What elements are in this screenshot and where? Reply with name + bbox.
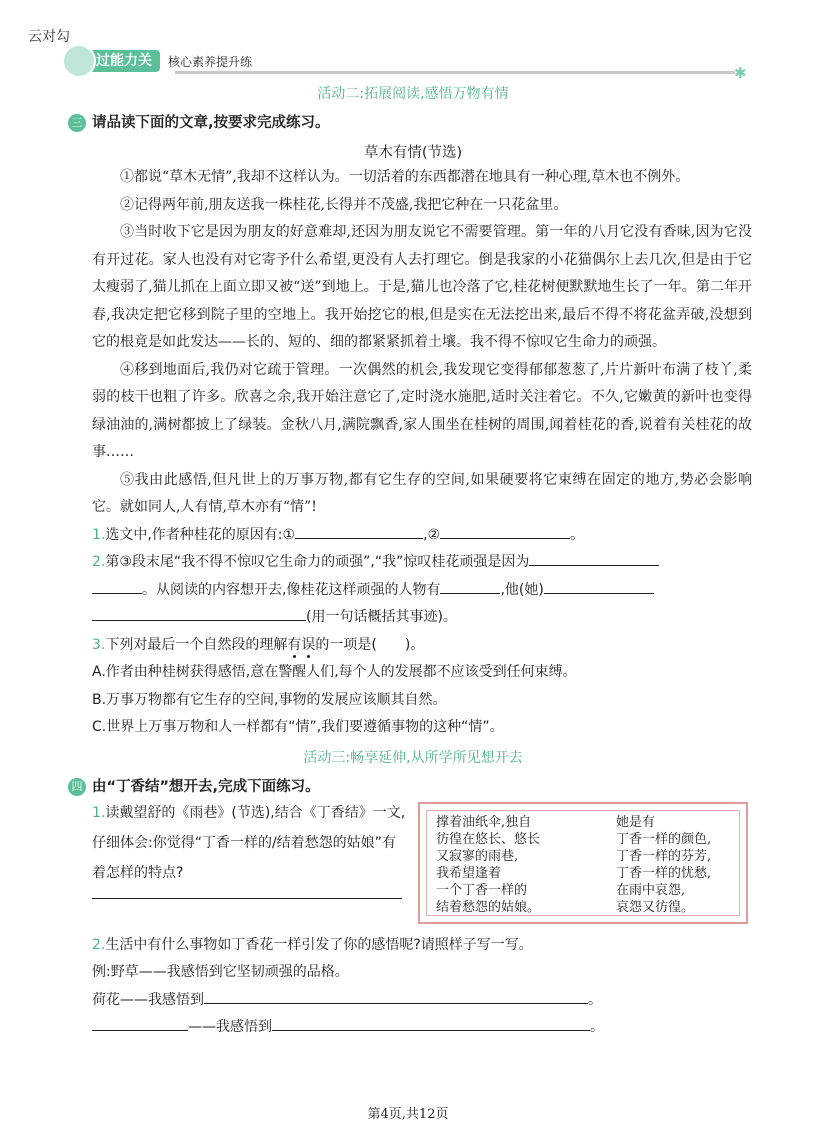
banner-rule xyxy=(175,71,735,74)
banner-badge: 过能力关 xyxy=(70,50,160,72)
question-2: 2.第③段末尾“我不得不惊叹它生命力的顽强”,“我”惊叹桂花顽强是因为 。从阅读的内容想开去,像桂花这样顽强的人物有 ,他(她) (用一句话概括其事迹)。 xyxy=(92,549,758,632)
section3-number: 三 xyxy=(68,114,86,132)
poem-frame xyxy=(418,802,748,924)
section4-instruction: 由“丁香结”想开去,完成下面练习。 xyxy=(92,778,320,795)
page-number: 第4页,共12页 xyxy=(367,1107,449,1122)
article-body xyxy=(92,164,752,522)
mascot-icon xyxy=(62,44,96,78)
answer-blank[interactable] xyxy=(440,524,570,539)
question-1: 1.选文中,作者种桂花的原因有:① ,② 。 xyxy=(92,522,758,550)
poem-column-1: 撑着油纸伞,独自 彷徨在悠长、悠长 又寂寥的雨巷, 我希望逢着 一个丁香一样的 结着愁怨的姑娘。 xyxy=(436,814,541,915)
article-paragraph: ②记得两年前,朋友送我一株桂花,长得并不茂盛,我把它种在一只花盆里。 xyxy=(120,196,568,213)
activity2-heading: 活动二:拓展阅读,感悟万物有情 xyxy=(317,86,509,102)
answer-line[interactable] xyxy=(92,898,402,899)
answer-blank[interactable] xyxy=(529,551,659,566)
activity3-heading: 活动三:畅享延伸,从所学所见想开去 xyxy=(303,749,523,766)
article-paragraph: ③当时收下它是因为朋友的好意难却,还因为朋友说它不需要管理。第一年的八月它没有香味,因为它没有开过花。家人也没有对它寄予什么希望,更没有人去打理它。倒是我家的小花猫偶尔上去几次,但是由于它太瘦弱了,猫儿抓在上面立即又被“送”到地上。于是,猫儿也冷落了它,桂花树便默默地生长了一年。第二年开春,我决定把它移到院子里的空地上。我开始挖它的根,但是实在无法挖出来,最后不得不将花盆弄破,没想到它的根竟是如此发达——长的、短的、细的都紧紧抓着土壤。我不得不惊叹它生命力的顽强。 xyxy=(92,224,752,350)
article-paragraph: ④移到地面后,我仍对它疏于管理。一次偶然的机会,我发现它变得郁郁葱葱了,片片新叶布满了枝丫,柔弱的枝干也粗了许多。欣喜之余,我开始注意它了,定时浇水施肥,适时关注着它。不久,它嫩黄的新叶也变得绿油油的,满树都披上了绿装。金秋八月,满院飘香,家人围坐在桂树的周围,闻着桂花的香,说着有关桂花的故事…… xyxy=(92,361,752,460)
section4-question-1-block xyxy=(92,798,408,899)
poem-column-2: 她是有 丁香一样的颜色, 丁香一样的芬芳, 丁香一样的忧愁, 在雨中哀怨, 哀怨又彷徨。 xyxy=(616,814,712,915)
option-c[interactable]: C.世界上万事万物和人一样都有“情”,我们要遵循事物的这种“情”。 xyxy=(92,719,504,735)
article-paragraph: ⑤我由此感悟,但凡世上的万事万物,都有它生存的空间,如果硬要将它束缚在固定的地方,势必会影响它。就如同人,人有情,草木亦有“情”! xyxy=(92,471,752,515)
answer-blank[interactable] xyxy=(92,579,142,594)
section4-number: 四 xyxy=(68,778,86,796)
section3-instruction: 请品读下面的文章,按要求完成练习。 xyxy=(92,115,330,131)
section4-row xyxy=(92,798,758,924)
section4-question-1: 1.读戴望舒的《雨巷》(节选),结合《丁香结》一文,仔细体会:你觉得“丁香一样的/结着愁怨的姑娘”有着怎样的特点? xyxy=(92,804,406,881)
answer-blank[interactable] xyxy=(272,1016,590,1031)
answer-blank[interactable] xyxy=(204,989,588,1004)
star-icon: ✱ xyxy=(734,64,747,82)
answer-blank[interactable] xyxy=(295,524,423,539)
answer-blank[interactable] xyxy=(92,606,306,621)
section4-question-2: 2.生活中有什么事物如丁香花一样引发了你的感悟呢?请照样子写一写。 例:野草——我感悟到它坚韧顽强的品格。 荷花——我感悟到 。 ——我感悟到 。 xyxy=(92,932,758,1042)
article-title: 草木有情(节选) xyxy=(363,145,463,161)
question-3: 3.下列对最后一个自然段的理解有误的一项是( )。 A.作者由种桂树获得感悟,意在警醒人们,每个人的发展都不应该受到任何束缚。 B.万事万物都有它生存的空间,事物的发展应该顺其自然。 C.世界上万事万物和人一样都有“情”,我们要遵循事物的这种“情”。 xyxy=(92,632,758,742)
banner-subtitle: 核心素养提升练 xyxy=(168,54,253,69)
section3-header xyxy=(68,112,758,134)
answer-blank[interactable] xyxy=(544,579,654,594)
brand-label: 云对勾 xyxy=(28,29,70,45)
section4-header xyxy=(68,776,758,798)
content xyxy=(68,84,758,1042)
example-line: 例:野草——我感悟到它坚韧顽强的品格。 xyxy=(92,964,349,980)
section-banner xyxy=(70,50,252,72)
article-paragraph: ①都说“草木无情”,我却不这样认为。一切活着的东西都潜在地具有一种心理,草木也不例外。 xyxy=(120,169,690,185)
answer-blank[interactable] xyxy=(440,579,500,594)
option-a[interactable]: A.作者由种桂树获得感悟,意在警醒人们,每个人的发展都不应该受到任何束缚。 xyxy=(92,664,577,680)
answer-blank[interactable] xyxy=(92,1016,188,1031)
option-b[interactable]: B.万事万物都有它生存的空间,事物的发展应该顺其自然。 xyxy=(92,691,447,708)
